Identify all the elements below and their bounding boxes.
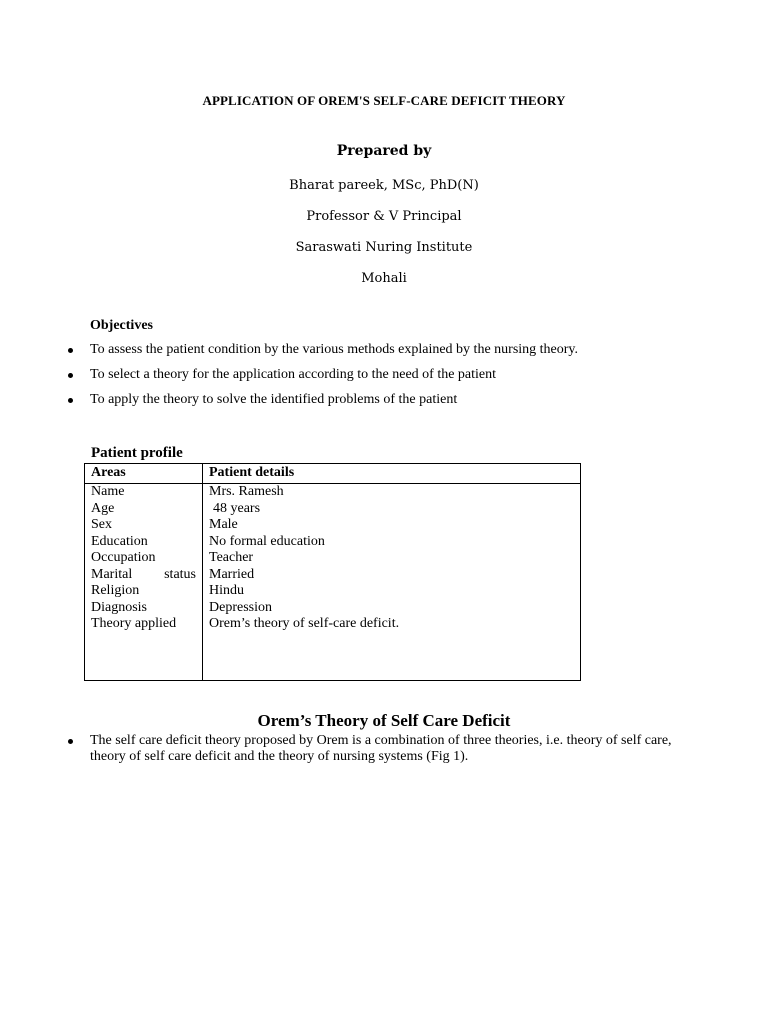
area-label-part: status <box>164 566 196 582</box>
area-label: Occupation <box>91 550 156 565</box>
patient-profile-heading: Patient profile <box>91 445 183 461</box>
author-city: Mohali <box>361 271 407 286</box>
area-label: Diagnosis <box>91 599 147 615</box>
patient-profile-table <box>84 463 581 681</box>
list-item <box>62 365 702 385</box>
theory-paragraph: The self care deficit theory proposed by Orem is a combination of three theories, i.e. theory of self care, theory of self care deficit and the theory of nursing systems (Fig 1). <box>90 733 672 764</box>
area-label: Age <box>91 500 115 516</box>
prepared-by-label: Prepared by <box>336 143 432 159</box>
area-label: Theory applied <box>91 616 177 631</box>
detail-value: Hindu <box>209 583 244 598</box>
author-designation: Professor & V Principal <box>306 209 462 224</box>
bullet-icon <box>68 398 73 403</box>
bullet-icon <box>68 739 73 744</box>
objectives-heading: Objectives <box>90 318 153 333</box>
document-title: APPLICATION OF OREM'S SELF-CARE DEFICIT THEORY <box>202 93 566 108</box>
objective-text: To select a theory for the application according to the need of the patient <box>90 367 497 382</box>
theory-list-item <box>62 733 682 765</box>
author-name: Bharat pareek, MSc, PhD(N) <box>289 178 479 193</box>
detail-value: Orem’s theory of self-care deficit. <box>209 616 400 631</box>
bullet-icon <box>68 373 73 378</box>
theory-section-heading: Orem’s Theory of Self Care Deficit <box>257 711 511 730</box>
author-institute: Saraswati Nuring Institute <box>295 240 473 255</box>
column-header-patient-details: Patient details <box>203 464 581 484</box>
area-label-marital-status <box>91 567 196 584</box>
area-label: Education <box>91 533 148 549</box>
area-label: Sex <box>91 517 112 532</box>
detail-value: No formal education <box>209 533 325 549</box>
detail-value: Teacher <box>209 550 254 565</box>
table-header-row <box>85 464 581 484</box>
details-cell <box>203 484 581 681</box>
objective-text: To apply the theory to solve the identified problems of the patient <box>90 392 458 407</box>
area-label: Name <box>91 484 125 499</box>
areas-cell <box>85 484 203 681</box>
objective-text: To assess the patient condition by the various methods explained by the nursing theory. <box>90 342 579 357</box>
list-item <box>62 390 702 410</box>
table-row <box>85 484 581 681</box>
detail-value: Male <box>209 517 238 532</box>
detail-value: Depression <box>209 599 272 615</box>
area-label: Religion <box>91 583 140 598</box>
column-header-areas: Areas <box>85 464 203 484</box>
list-item <box>62 340 702 360</box>
area-label-part: Marital <box>91 566 133 582</box>
detail-value: Married <box>209 566 255 582</box>
bullet-icon <box>68 348 73 353</box>
detail-value: 48 years <box>213 500 261 516</box>
detail-value: Mrs. Ramesh <box>209 484 284 499</box>
